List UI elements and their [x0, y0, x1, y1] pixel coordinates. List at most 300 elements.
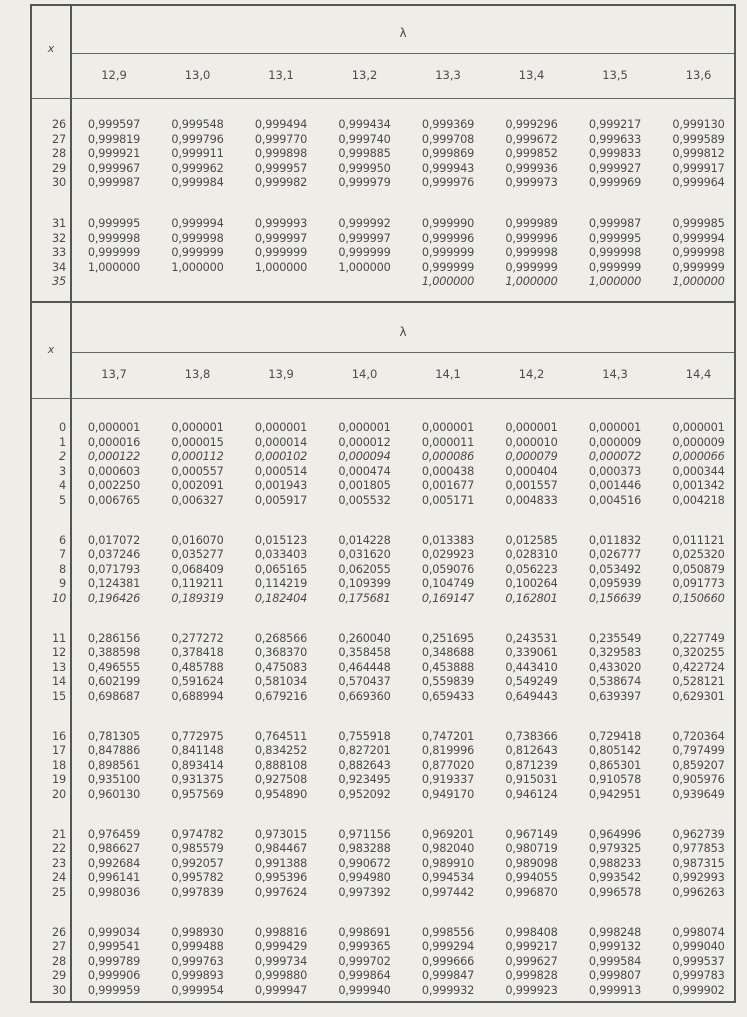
probability-cell: 0,005917 — [254, 494, 308, 507]
probability-cell: 0,999807 — [588, 969, 642, 983]
divider — [32, 98, 734, 99]
divider — [72, 352, 734, 353]
probability-cell: 0,764511 — [254, 729, 308, 743]
probability-cell: 0,485788 — [171, 660, 224, 674]
probability-cell: 0,998036 — [87, 886, 141, 899]
probability-cell: 0,960130 — [87, 788, 141, 801]
probability-cell: 0,268566 — [254, 631, 308, 645]
probability-cell: 0,999998 — [87, 231, 141, 245]
probability-cell: 0,999982 — [254, 176, 308, 190]
probability-cell: 0,000514 — [254, 464, 308, 478]
probability-cell: 0,000086 — [421, 450, 475, 464]
probability-cell: 0,999996 — [421, 231, 475, 245]
probability-cell: 0,227749 — [672, 631, 725, 645]
probability-cell: 0,971156 — [338, 827, 391, 841]
probability-cell: 0,679216 — [254, 690, 308, 703]
probability-cell: 0,999597 — [87, 118, 141, 131]
probability-cell: 0,999130 — [672, 118, 725, 131]
probability-cell: 0,004516 — [588, 494, 642, 507]
probability-cell: 0,999627 — [505, 954, 558, 968]
lambda-column-header: 14,4 — [685, 367, 712, 381]
lambda-column-header: 13,4 — [518, 68, 545, 82]
probability-cell: 0,235549 — [588, 631, 642, 645]
probability-cell: 0,738366 — [505, 729, 558, 743]
probability-cell: 1,000000 — [338, 260, 391, 274]
x-value: 23 — [52, 856, 66, 870]
table-row — [32, 828, 734, 843]
x-value: 32 — [52, 231, 66, 245]
x-value: 35 — [52, 275, 66, 289]
probability-cell: 0,967149 — [505, 827, 558, 841]
probability-cell: 0,996263 — [672, 886, 725, 899]
probability-cell: 0,659433 — [421, 690, 475, 703]
probability-cell: 0,999998 — [171, 231, 224, 245]
table-row — [32, 632, 734, 647]
probability-cell: 0,999999 — [421, 246, 475, 260]
probability-cell: 0,000001 — [505, 421, 558, 434]
x-value: 8 — [59, 562, 66, 576]
probability-cell: 0,999763 — [171, 954, 224, 968]
x-header: x — [47, 42, 55, 55]
lambda-column-header: 13,8 — [184, 367, 211, 381]
table-row — [32, 176, 734, 191]
table-row — [32, 744, 734, 759]
probability-cell: 0,935100 — [87, 773, 141, 787]
probability-cell: 0,004218 — [672, 494, 725, 507]
probability-cell: 0,720364 — [672, 729, 725, 743]
x-value: 30 — [52, 176, 66, 190]
probability-cell: 0,919337 — [421, 773, 475, 787]
probability-cell: 0,000016 — [87, 435, 141, 449]
probability-cell: 0,893414 — [171, 758, 224, 772]
probability-cell: 0,841148 — [171, 744, 224, 758]
probability-cell: 0,888108 — [254, 758, 308, 772]
table-row — [32, 232, 734, 247]
probability-cell: 0,999911 — [171, 147, 224, 161]
probability-cell: 0,988233 — [588, 856, 642, 870]
probability-cell: 0,927508 — [254, 773, 308, 787]
probability-cell: 0,000603 — [87, 464, 141, 478]
probability-cell: 0,000404 — [505, 464, 558, 478]
table-row — [32, 955, 734, 970]
probability-cell: 0,000344 — [672, 464, 725, 478]
probability-cell: 0,976459 — [87, 827, 141, 841]
x-value: 20 — [52, 788, 66, 801]
probability-cell: 0,957569 — [171, 788, 224, 801]
probability-cell: 0,015123 — [254, 533, 308, 547]
probability-cell: 0,000102 — [254, 450, 308, 464]
probability-cell: 0,162801 — [505, 592, 558, 605]
probability-cell: 0,985579 — [171, 842, 224, 856]
lambda-column-header: 13,1 — [268, 68, 294, 82]
lambda-header: λ — [399, 26, 407, 40]
probability-cell: 0,999666 — [421, 954, 475, 968]
probability-cell: 0,999541 — [87, 940, 141, 954]
probability-cell: 0,119211 — [171, 577, 224, 591]
x-value: 22 — [52, 842, 66, 856]
table-row — [32, 690, 734, 705]
probability-cell: 0,277272 — [171, 631, 224, 645]
probability-cell: 0,999708 — [421, 132, 475, 146]
probability-cell: 0,000557 — [171, 464, 224, 478]
probability-cell: 0,100264 — [505, 577, 558, 591]
probability-cell: 0,026777 — [588, 548, 642, 562]
probability-cell: 1,000000 — [588, 275, 642, 289]
probability-cell: 0,999828 — [505, 969, 558, 983]
probability-cell: 0,994534 — [421, 871, 475, 885]
probability-cell: 0,999994 — [171, 217, 224, 230]
probability-cell: 0,964996 — [588, 827, 642, 841]
x-value: 13 — [52, 660, 66, 674]
probability-cell: 0,949170 — [421, 788, 475, 801]
x-value: 4 — [59, 479, 66, 493]
probability-cell: 0,570437 — [338, 675, 391, 689]
probability-cell: 0,999494 — [254, 118, 308, 131]
divider — [72, 53, 734, 54]
probability-cell: 0,999947 — [254, 984, 308, 997]
x-value: 28 — [52, 954, 66, 968]
probability-cell: 0,999906 — [87, 969, 141, 983]
probability-cell: 0,004833 — [505, 494, 558, 507]
probability-cell: 0,000009 — [672, 435, 725, 449]
probability-cell: 0,952092 — [338, 788, 391, 801]
table-row — [32, 984, 734, 999]
table-row — [32, 548, 734, 563]
probability-cell: 0,942951 — [588, 788, 642, 801]
probability-cell: 0,954890 — [254, 788, 308, 801]
probability-cell: 0,000079 — [505, 450, 558, 464]
probability-cell: 0,453888 — [421, 660, 475, 674]
table-row — [32, 479, 734, 494]
probability-cell: 0,996141 — [87, 871, 141, 885]
probability-cell: 0,992993 — [672, 871, 725, 885]
probability-cell: 0,339061 — [505, 646, 558, 660]
probability-cell: 0,243531 — [505, 631, 558, 645]
table-row — [32, 563, 734, 578]
probability-cell: 0,999984 — [171, 176, 224, 190]
probability-cell: 0,999893 — [171, 969, 224, 983]
probability-cell: 0,062055 — [338, 562, 391, 576]
probability-cell: 0,871239 — [505, 758, 558, 772]
table-row — [32, 133, 734, 148]
probability-cell: 0,997839 — [171, 886, 224, 899]
probability-cell: 0,999995 — [588, 231, 642, 245]
x-value: 27 — [52, 132, 66, 146]
probability-cell: 0,065165 — [254, 562, 308, 576]
probability-cell: 0,368370 — [254, 646, 308, 660]
probability-cell: 0,538674 — [588, 675, 642, 689]
probability-cell: 0,999589 — [672, 132, 725, 146]
probability-cell: 0,999979 — [338, 176, 391, 190]
probability-cell: 0,629301 — [672, 690, 725, 703]
x-value: 10 — [52, 592, 66, 605]
probability-cell: 0,999998 — [588, 246, 642, 260]
probability-cell: 0,999987 — [588, 217, 642, 230]
probability-cell: 0,999969 — [588, 176, 642, 190]
probability-cell: 0,000001 — [87, 421, 141, 434]
probability-cell: 0,812643 — [505, 744, 558, 758]
poisson-table-bottom — [30, 301, 736, 1003]
probability-cell: 0,001805 — [338, 479, 391, 493]
probability-cell: 0,991388 — [254, 856, 308, 870]
probability-cell: 0,999998 — [505, 246, 558, 260]
probability-cell: 0,998408 — [505, 925, 558, 939]
probability-cell: 0,999964 — [672, 176, 725, 190]
probability-cell: 0,998556 — [421, 925, 475, 939]
table-row — [32, 675, 734, 690]
probability-cell: 0,001557 — [505, 479, 558, 493]
probability-cell: 0,999040 — [672, 940, 725, 954]
probability-cell: 0,915031 — [505, 773, 558, 787]
probability-cell: 0,286156 — [87, 631, 141, 645]
probability-cell: 0,999294 — [421, 940, 475, 954]
probability-cell: 0,320255 — [672, 646, 725, 660]
poisson-table-top — [30, 4, 736, 301]
lambda-column-header: 14,2 — [518, 367, 545, 381]
probability-cell: 0,999995 — [87, 217, 141, 230]
probability-cell: 0,005171 — [421, 494, 475, 507]
probability-cell: 0,999999 — [254, 246, 308, 260]
probability-cell: 0,251695 — [421, 631, 475, 645]
probability-cell: 0,999997 — [338, 231, 391, 245]
probability-cell: 0,999034 — [87, 925, 141, 939]
x-value: 28 — [52, 147, 66, 161]
x-value: 5 — [59, 494, 66, 507]
x-header: x — [47, 343, 55, 356]
probability-cell: 0,001446 — [588, 479, 642, 493]
probability-cell: 0,016070 — [171, 533, 224, 547]
probability-cell: 0,000010 — [505, 435, 558, 449]
probability-cell: 0,999992 — [338, 217, 391, 230]
table-row — [32, 421, 734, 436]
probability-cell: 0,011121 — [672, 533, 725, 547]
probability-cell: 0,997442 — [421, 886, 475, 899]
x-value: 7 — [59, 548, 66, 562]
table-row — [32, 534, 734, 549]
probability-cell: 0,002250 — [87, 479, 141, 493]
x-value: 25 — [52, 886, 66, 899]
probability-cell: 0,999429 — [254, 940, 308, 954]
x-value: 11 — [52, 631, 66, 645]
table-row — [32, 646, 734, 661]
probability-cell: 0,000009 — [588, 435, 642, 449]
probability-cell: 0,999852 — [505, 147, 558, 161]
probability-cell: 0,260040 — [338, 631, 391, 645]
probability-cell: 0,999770 — [254, 132, 308, 146]
probability-cell: 0,999954 — [171, 984, 224, 997]
probability-cell: 0,999950 — [338, 161, 391, 175]
probability-cell: 0,999943 — [421, 161, 475, 175]
table-row — [32, 436, 734, 451]
probability-cell: 0,992684 — [87, 856, 141, 870]
probability-cell: 0,071793 — [87, 562, 141, 576]
table-row — [32, 217, 734, 232]
probability-cell: 0,033403 — [254, 548, 308, 562]
probability-cell: 1,000000 — [87, 260, 141, 274]
table-row — [32, 857, 734, 872]
probability-cell: 0,348688 — [421, 646, 475, 660]
probability-cell: 0,998248 — [588, 925, 642, 939]
x-value: 27 — [52, 940, 66, 954]
table-row — [32, 275, 734, 290]
probability-cell: 0,999936 — [505, 161, 558, 175]
probability-cell: 0,974782 — [171, 827, 224, 841]
probability-cell: 0,987315 — [672, 856, 725, 870]
table-row — [32, 926, 734, 941]
probability-cell: 0,035277 — [171, 548, 224, 562]
probability-cell: 0,999967 — [87, 161, 141, 175]
table-row — [32, 661, 734, 676]
probability-cell: 0,000012 — [338, 435, 391, 449]
probability-cell: 0,979325 — [588, 842, 642, 856]
probability-cell: 0,980719 — [505, 842, 558, 856]
probability-cell: 0,977853 — [672, 842, 725, 856]
divider — [32, 398, 734, 399]
probability-cell: 0,999976 — [421, 176, 475, 190]
probability-cell: 0,999796 — [171, 132, 224, 146]
probability-cell: 0,834252 — [254, 744, 308, 758]
x-value: 24 — [52, 871, 66, 885]
probability-cell: 0,182404 — [254, 592, 308, 605]
probability-cell: 0,999365 — [338, 940, 391, 954]
probability-cell: 0,000001 — [254, 421, 308, 434]
probability-cell: 0,000066 — [672, 450, 725, 464]
probability-cell: 0,028310 — [505, 548, 558, 562]
probability-cell: 0,999217 — [588, 118, 642, 131]
table-row — [32, 773, 734, 788]
x-value: 31 — [52, 217, 66, 230]
probability-cell: 0,999997 — [254, 231, 308, 245]
probability-cell: 0,006765 — [87, 494, 141, 507]
probability-cell: 0,000474 — [338, 464, 391, 478]
lambda-column-header: 13,2 — [351, 68, 378, 82]
probability-cell: 0,000015 — [171, 435, 224, 449]
probability-cell: 0,999833 — [588, 147, 642, 161]
probability-cell: 0,999702 — [338, 954, 391, 968]
x-value: 29 — [52, 161, 66, 175]
probability-cell: 0,999672 — [505, 132, 558, 146]
probability-cell: 0,000001 — [672, 421, 725, 434]
probability-cell: 0,998691 — [338, 925, 391, 939]
probability-cell: 0,999987 — [87, 176, 141, 190]
probability-cell: 0,005532 — [338, 494, 391, 507]
probability-cell: 0,999488 — [171, 940, 224, 954]
table-row — [32, 118, 734, 133]
probability-cell: 0,998930 — [171, 925, 224, 939]
probability-cell: 0,973015 — [254, 827, 308, 841]
probability-cell: 0,827201 — [338, 744, 391, 758]
probability-cell: 0,000001 — [171, 421, 224, 434]
table-row — [32, 147, 734, 162]
probability-cell: 0,056223 — [505, 562, 558, 576]
x-value: 16 — [52, 729, 66, 743]
probability-cell: 0,698687 — [87, 690, 141, 703]
table-row — [32, 788, 734, 803]
probability-cell: 0,999973 — [505, 176, 558, 190]
x-value: 1 — [59, 435, 66, 449]
probability-cell: 0,000122 — [87, 450, 141, 464]
table-row — [32, 465, 734, 480]
lambda-column-header: 13,0 — [184, 68, 211, 82]
probability-cell: 0,581034 — [254, 675, 308, 689]
probability-cell: 0,999999 — [505, 260, 558, 274]
table-row — [32, 842, 734, 857]
probability-cell: 0,999990 — [421, 217, 475, 230]
probability-cell: 0,847886 — [87, 744, 141, 758]
probability-cell: 0,999917 — [672, 161, 725, 175]
probability-cell: 0,602199 — [87, 675, 141, 689]
probability-cell: 0,819996 — [421, 744, 475, 758]
table-row — [32, 246, 734, 261]
probability-cell: 0,999999 — [171, 246, 224, 260]
table-row — [32, 162, 734, 177]
probability-cell: 0,150660 — [672, 592, 725, 605]
probability-cell: 0,549249 — [505, 675, 558, 689]
probability-cell: 0,000438 — [421, 464, 475, 478]
probability-cell: 0,999999 — [338, 246, 391, 260]
probability-cell: 0,031620 — [338, 548, 391, 562]
probability-cell: 0,962739 — [672, 827, 725, 841]
probability-cell: 0,999885 — [338, 147, 391, 161]
probability-cell: 0,931375 — [171, 773, 224, 787]
table-row — [32, 494, 734, 509]
probability-cell: 0,999999 — [421, 260, 475, 274]
probability-cell: 0,999783 — [672, 969, 725, 983]
probability-cell: 0,999369 — [421, 118, 475, 131]
probability-cell: 0,989098 — [505, 856, 558, 870]
table-row — [32, 577, 734, 592]
x-value: 17 — [52, 744, 66, 758]
probability-cell: 0,996578 — [588, 886, 642, 899]
probability-cell: 0,999898 — [254, 147, 308, 161]
probability-cell: 0,969201 — [421, 827, 475, 841]
probability-cell: 0,999999 — [87, 246, 141, 260]
probability-cell: 0,859207 — [672, 758, 725, 772]
probability-cell: 0,998074 — [672, 925, 725, 939]
probability-cell: 0,882643 — [338, 758, 391, 772]
probability-cell: 0,999921 — [87, 147, 141, 161]
probability-cell: 0,000072 — [588, 450, 642, 464]
x-value: 9 — [59, 577, 66, 591]
probability-cell: 0,772975 — [171, 729, 224, 743]
probability-cell: 0,990672 — [338, 856, 391, 870]
probability-cell: 0,923495 — [338, 773, 391, 787]
probability-cell: 0,999132 — [588, 940, 642, 954]
probability-cell: 0,189319 — [171, 592, 224, 605]
probability-cell: 0,999932 — [421, 984, 475, 997]
probability-cell: 0,999864 — [338, 969, 391, 983]
probability-cell: 0,011832 — [588, 533, 642, 547]
probability-cell: 0,999296 — [505, 118, 558, 131]
probability-cell: 0,996870 — [505, 886, 558, 899]
table-row — [32, 261, 734, 276]
probability-cell: 0,999902 — [672, 984, 725, 997]
probability-cell: 0,986627 — [87, 842, 141, 856]
probability-cell: 0,729418 — [588, 729, 642, 743]
lambda-column-header: 13,7 — [101, 367, 127, 381]
table-row — [32, 886, 734, 901]
probability-cell: 0,422724 — [672, 660, 725, 674]
probability-cell: 0,999999 — [672, 260, 725, 274]
probability-cell: 1,000000 — [254, 260, 308, 274]
probability-cell: 0,001943 — [254, 479, 308, 493]
probability-cell: 0,124381 — [87, 577, 141, 591]
probability-cell: 0,001342 — [672, 479, 725, 493]
probability-cell: 0,464448 — [338, 660, 391, 674]
probability-cell: 0,169147 — [421, 592, 475, 605]
probability-cell: 0,050879 — [672, 562, 725, 576]
lambda-column-header: 13,9 — [268, 367, 294, 381]
